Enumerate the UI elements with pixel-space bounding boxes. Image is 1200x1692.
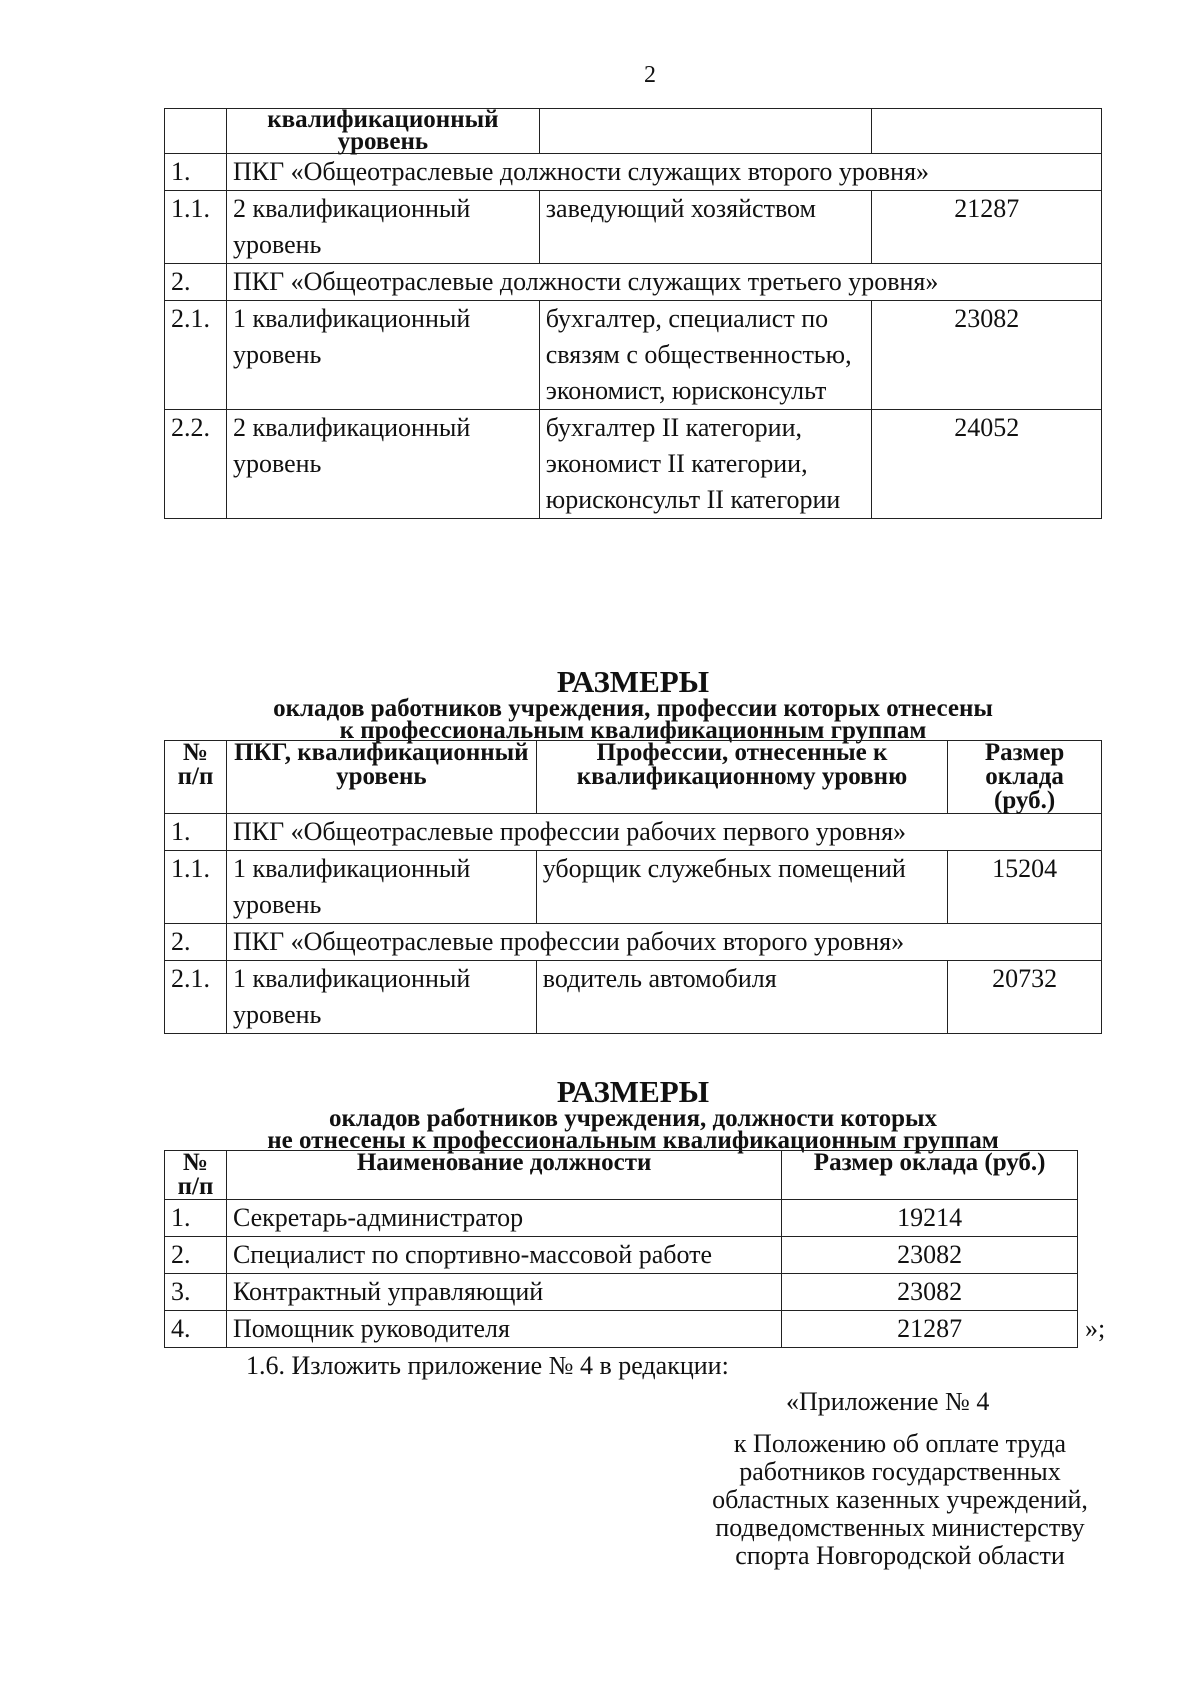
salary: 15204 (948, 851, 1102, 924)
title-subline: к профессиональным квалификационным группам (339, 717, 927, 744)
table-header-row (165, 1151, 1078, 1200)
table-row (165, 961, 1102, 1034)
salary: 24052 (872, 410, 1102, 519)
table-row (165, 1237, 1078, 1274)
qualification-level: 1 квалификационный уровень (226, 851, 536, 924)
header-salary: Размер оклада (руб.) (782, 1151, 1078, 1200)
table-row (165, 264, 1102, 301)
salary: 23082 (782, 1237, 1078, 1274)
appendix-line: подведомственных министерству (715, 1513, 1085, 1542)
positions: бухгалтер II категории, экономист II категории, юрисконсульт II категории (539, 410, 872, 519)
title-subline: не отнесены к профессиональным квалификационным группам (267, 1127, 999, 1154)
table-row (165, 924, 1102, 961)
row-number: 3. (165, 1274, 227, 1311)
row-number: 2.2. (165, 410, 227, 519)
qualification-level: 2 квалификационный уровень (226, 410, 539, 519)
non-group-positions-table (164, 1150, 1078, 1348)
professions-salary-table (164, 740, 1102, 1034)
row-number: 1.1. (165, 851, 227, 924)
table-row (165, 1200, 1078, 1237)
table-row (165, 814, 1102, 851)
row-number: 1. (165, 154, 227, 191)
group-name: ПКГ «Общеотраслевые должности служащих второго уровня» (226, 154, 1101, 191)
row-number: 2. (165, 264, 227, 301)
table-header-row (165, 741, 1102, 814)
table-row (165, 410, 1102, 519)
title-heading: РАЗМЕРЫ (556, 664, 710, 699)
row-number: 1.1. (165, 191, 227, 264)
section-2-title (164, 666, 1102, 742)
positions: бухгалтер, специалист по связям с общественностью, экономист, юрисконсульт (539, 301, 872, 410)
header-number: № п/п (165, 1151, 227, 1200)
header-level-cont: квалификационный уровень (226, 109, 539, 154)
row-number: 1. (165, 1200, 227, 1237)
title-subline: окладов работников учреждения, должности которых (328, 1105, 938, 1132)
position-name: Специалист по спортивно-массовой работе (226, 1237, 781, 1274)
positions: водитель автомобиля (536, 961, 947, 1034)
row-number: 2. (165, 1237, 227, 1274)
position-name: Помощник руководителя (226, 1311, 781, 1348)
row-number: 1. (165, 814, 227, 851)
title-subline: окладов работников учреждения, профессии которых отнесены (273, 695, 993, 722)
section-3-title (164, 1076, 1102, 1152)
appendix-label: «Приложение № 4 (786, 1387, 990, 1416)
salary: 23082 (872, 301, 1102, 410)
salary: 23082 (782, 1274, 1078, 1311)
header-group-level: ПКГ, квалификационный уровень (226, 741, 536, 814)
title-heading: РАЗМЕРЫ (556, 1074, 710, 1109)
header-number: № п/п (165, 741, 227, 814)
row-number: 2.1. (165, 961, 227, 1034)
positions: уборщик служебных помещений (536, 851, 947, 924)
group-name: ПКГ «Общеотраслевые должности служащих третьего уровня» (226, 264, 1101, 301)
table-header-row (165, 109, 1102, 154)
row-number: 2.1. (165, 301, 227, 410)
salary: 19214 (782, 1200, 1078, 1237)
header-professions: Профессии, отнесенные к квалификационному уровню (536, 741, 947, 814)
closing-quote: »; (1085, 1314, 1106, 1343)
appendix-line: областных казенных учреждений, (712, 1485, 1088, 1514)
position-name: Секретарь-администратор (226, 1200, 781, 1237)
table-row (165, 301, 1102, 410)
table-row (165, 1311, 1078, 1348)
salary: 21287 (782, 1311, 1078, 1348)
paragraph-1-6: 1.6. Изложить приложение № 4 в редакции: (246, 1351, 729, 1380)
header-position-name: Наименование должности (226, 1151, 781, 1200)
positions-salary-table-continued (164, 108, 1102, 519)
appendix-reference (690, 1430, 1110, 1570)
position-name: Контрактный управляющий (226, 1274, 781, 1311)
appendix-line: спорта Новгородской области (735, 1541, 1065, 1570)
table-row (165, 191, 1102, 264)
positions: заведующий хозяйством (539, 191, 872, 264)
table-row (165, 154, 1102, 191)
page-number: 2 (644, 62, 656, 88)
qualification-level: 1 квалификационный уровень (226, 961, 536, 1034)
table-row (165, 1274, 1078, 1311)
row-number: 4. (165, 1311, 227, 1348)
appendix-line: работников государственных (739, 1457, 1061, 1486)
group-name: ПКГ «Общеотраслевые профессии рабочих второго уровня» (226, 924, 1101, 961)
row-number: 2. (165, 924, 227, 961)
header-salary: Размер оклада (руб.) (948, 741, 1102, 814)
qualification-level: 2 квалификационный уровень (226, 191, 539, 264)
table-row (165, 851, 1102, 924)
appendix-line: к Положению об оплате труда (733, 1429, 1067, 1458)
group-name: ПКГ «Общеотраслевые профессии рабочих первого уровня» (226, 814, 1101, 851)
salary: 20732 (948, 961, 1102, 1034)
salary: 21287 (872, 191, 1102, 264)
qualification-level: 1 квалификационный уровень (226, 301, 539, 410)
